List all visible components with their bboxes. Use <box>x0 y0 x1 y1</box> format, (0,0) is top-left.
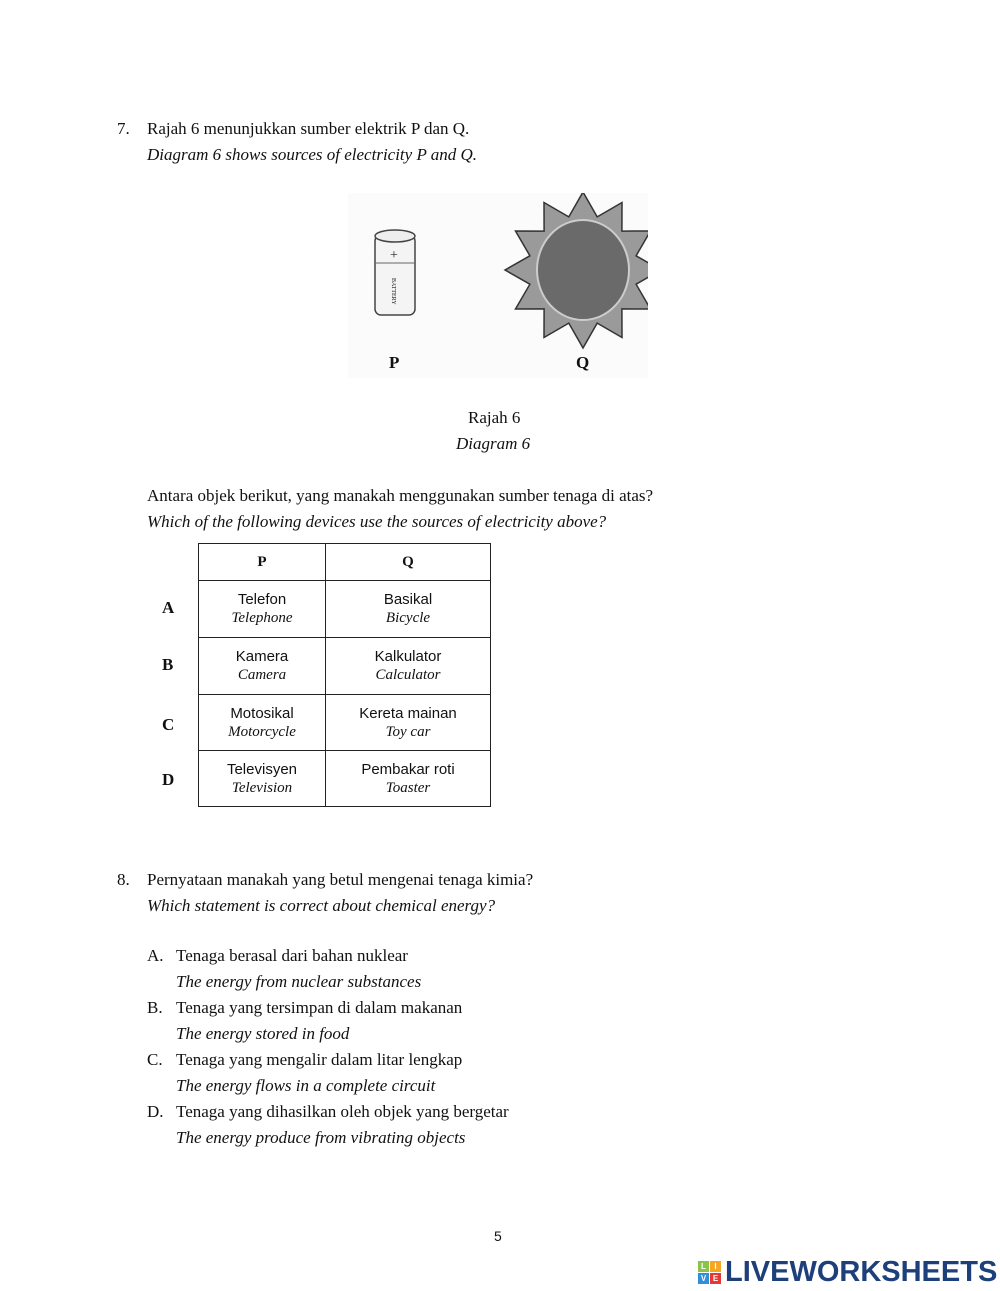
row-letter: A <box>162 598 175 617</box>
option-letter: D. <box>147 1102 164 1121</box>
svg-text:BATTERY: BATTERY <box>390 278 396 305</box>
row-letter: D <box>162 770 175 789</box>
cell-q: Kereta mainan Toy car <box>326 695 491 751</box>
option-letter: A. <box>147 946 164 965</box>
caption-ms: Rajah 6 <box>468 408 521 427</box>
question-number: 7. <box>117 119 130 138</box>
answer-table <box>198 543 491 807</box>
cell-p: Televisyen Television <box>199 751 326 807</box>
sub-question-ms: Antara objek berikut, yang manakah menggunakan sumber tenaga di atas? <box>147 486 654 505</box>
cell-q: Pembakar roti Toaster <box>326 751 491 807</box>
table-row <box>199 638 491 695</box>
table-row <box>199 695 491 751</box>
cell-p: Motosikal Motorcycle <box>199 695 326 751</box>
caption-en: Diagram 6 <box>456 434 531 453</box>
option-text-ms: Tenaga yang tersimpan di dalam makanan <box>176 998 463 1017</box>
row-letter: C <box>162 715 175 734</box>
question-text-ms: Pernyataan manakah yang betul mengenai tenaga kimia? <box>147 870 534 889</box>
row-letter: B <box>162 655 174 674</box>
liveworksheets-logo: L I V E LIVEWORKSHEETS <box>698 1256 997 1289</box>
option-letter: B. <box>147 998 163 1017</box>
cell-q: Basikal Bicycle <box>326 581 491 638</box>
sun-icon <box>505 193 648 348</box>
header-p: P <box>199 544 326 581</box>
option-text-ms: Tenaga yang dihasilkan oleh objek yang bergetar <box>176 1102 509 1121</box>
cell-p: Kamera Camera <box>199 638 326 695</box>
sub-question-en: Which of the following devices use the sources of electricity above? <box>147 512 607 531</box>
label-p: P <box>389 353 400 372</box>
option-text-en: The energy stored in food <box>176 1024 350 1043</box>
option-text-ms: Tenaga berasal dari bahan nuklear <box>176 946 408 965</box>
cell-q: Kalkulator Calculator <box>326 638 491 695</box>
logo-squares-icon: L I V E <box>698 1261 721 1284</box>
table-row <box>199 581 491 638</box>
table-row <box>199 751 491 807</box>
battery-and-sun-illustration <box>348 193 648 378</box>
option-text-ms: Tenaga yang mengalir dalam litar lengkap <box>176 1050 463 1069</box>
header-q: Q <box>326 544 491 581</box>
question-number: 8. <box>117 870 130 889</box>
option-letter: C. <box>147 1050 163 1069</box>
diagram-6 <box>348 193 648 378</box>
question-text-en: Diagram 6 shows sources of electricity P and Q. <box>147 145 478 164</box>
cell-p: Telefon Telephone <box>199 581 326 638</box>
option-text-en: The energy from nuclear substances <box>176 972 422 991</box>
question-text-en: Which statement is correct about chemical energy? <box>147 896 496 915</box>
question-text-ms: Rajah 6 menunjukkan sumber elektrik P dan Q. <box>147 119 470 138</box>
option-text-en: The energy flows in a complete circuit <box>176 1076 436 1095</box>
label-q: Q <box>576 353 590 372</box>
page-number: 5 <box>494 1228 502 1244</box>
svg-text:+: + <box>390 248 398 263</box>
option-text-en: The energy produce from vibrating objects <box>176 1128 466 1147</box>
